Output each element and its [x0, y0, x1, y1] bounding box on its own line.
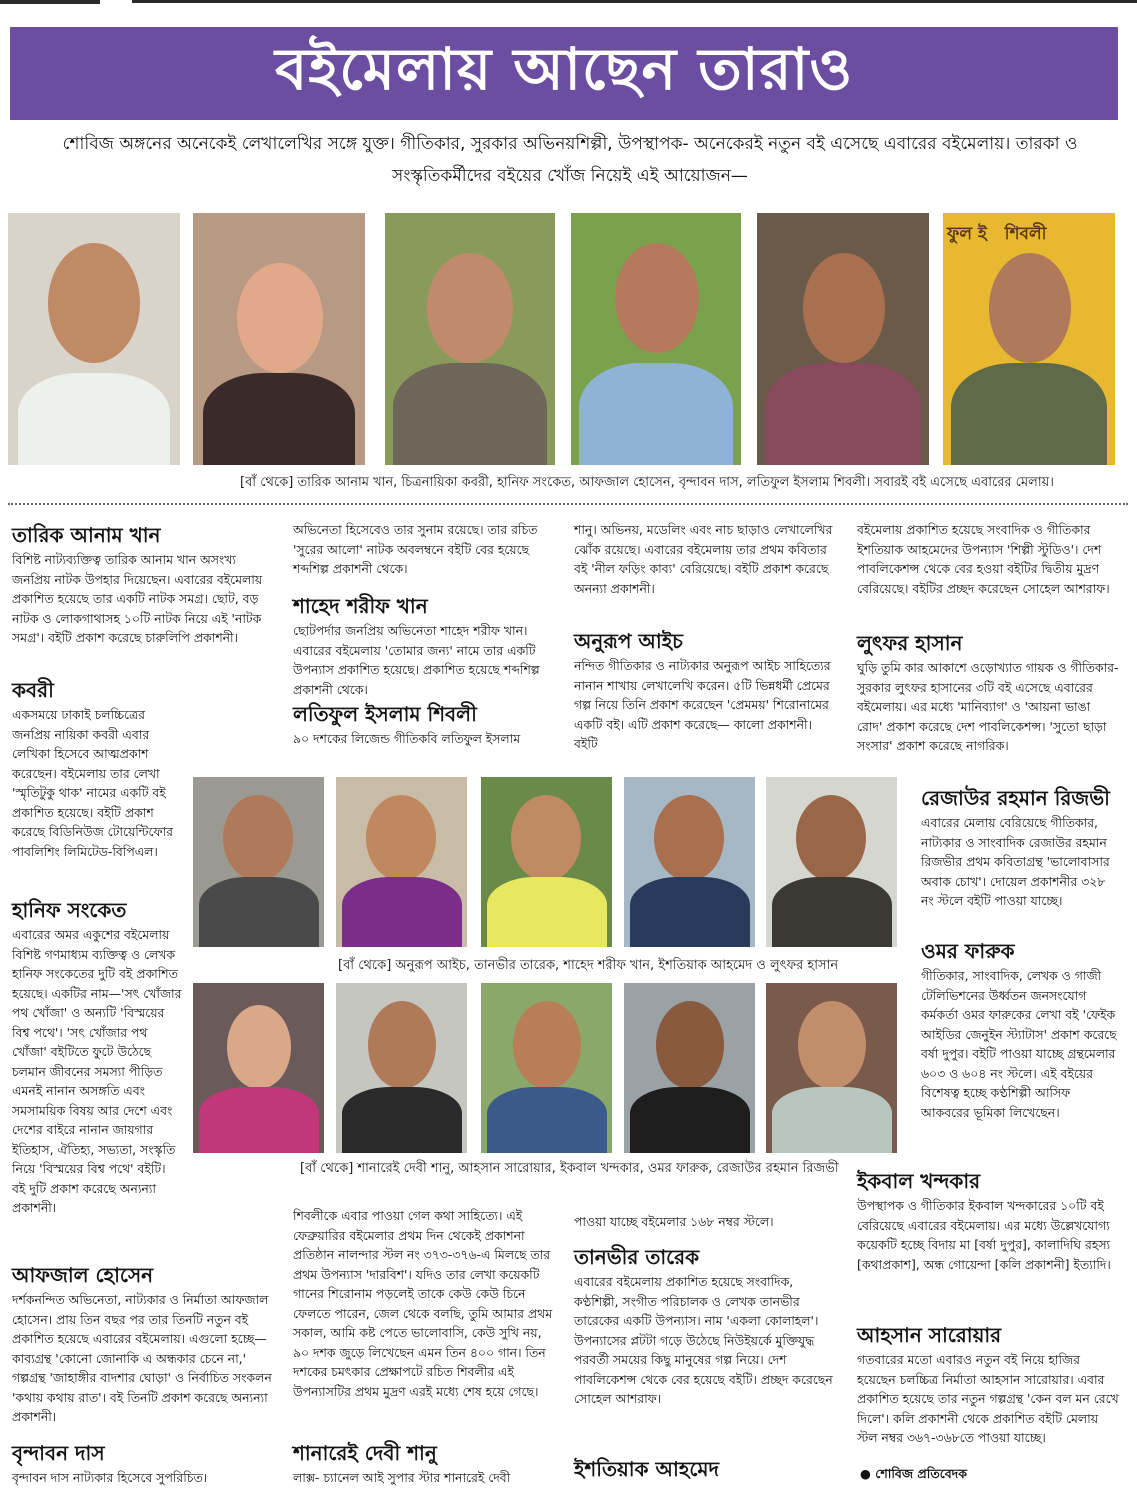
article-body: এবারের মেলায় বেরিয়েছে গীতিকার, নাট্যকার ও সাংবাদিক রেজাউর রহমান রিজভীর প্রথম কবিতাগ্রন্থ 'ভালোবাসার অবাক চোখ'। দোয়েল প্রকাশনীর ৩২৮ নং স্টলে বইটি পাওয়া যাচ্ছে। [921, 815, 1110, 908]
article-title: কবরী [12, 678, 54, 702]
article-body: বৃন্দাবন দাস নাট্যকার হিসেবে সুপরিচিত। [12, 1470, 208, 1485]
article-shanarei [293, 1440, 555, 1488]
article-title: লতিফুল ইসলাম শিবলী [293, 702, 477, 726]
article-continued [293, 520, 553, 579]
headline-text: বইমেলায় আছেন তারাও [274, 35, 854, 103]
article-omar [921, 938, 1121, 1122]
article-body: একসময়ে ঢাকাই চলচ্চিত্রের জনপ্রিয় নায়িকা কবরী এবার লেখিকা হিসেবে আত্মপ্রকাশ করেছেন। বইমেলায় তার লেখা 'স্মৃতিটুকু থাক' নামের একটি বই প্রকাশিত হয়েছে। বইটি প্রকাশ করেছে বিডিনিউজ টোয়েন্টিফোর পাবলিশিং লিমিটেড-বিপিএল। [12, 707, 173, 859]
top-rule [0, 0, 1137, 8]
photo-tanvir-tarek [336, 777, 467, 947]
article-body: ৯০ দশকের লিজেন্ড গীতিকবি লতিফুল ইসলাম [293, 731, 521, 746]
article-title: তানভীর তারেক [574, 1245, 700, 1269]
article-iqbal [857, 1168, 1119, 1274]
article-ahsan [857, 1322, 1119, 1448]
article-ishtiak [574, 1456, 838, 1484]
article-body: এবারের বইমেলায় প্রকাশিত হয়েছে সংবাদিক, কণ্ঠশিল্পী, সংগীত পরিচালক ও লেখক তানভীর তারেকের একটি উপন্যাস। নাম 'একলা কোলাহল'। উপন্যাসের প্লটটা গড়ে উঠেছে নিউইয়র্কে মুক্তিযুদ্ধ পরবর্তী সময়ের কিছু মানুষের গল্প নিয়ে। দেশ পাবলিকেশন্স থেকে বের হয়েছে বইটি। প্রচ্ছদ করেছেন সোহেল আশরাফ। [574, 1274, 833, 1406]
article-body: পাওয়া যাচ্ছে বইমেলার ১৬৮ নম্বর স্টলে। [574, 1214, 774, 1229]
article-title: আহসান সারোয়ার [857, 1323, 1002, 1347]
article-hanif [12, 897, 182, 1218]
article-title: হানিফ সংকেত [12, 898, 127, 922]
photo-omar-faruk [624, 983, 755, 1153]
photo-latiful-islam-shibli [943, 213, 1115, 465]
article-body: গীতিকার, সাংবাদিক, লেখক ও গাজী টেলিভিশনের উর্ধ্বতন জনসংযোগ কর্মকর্তা ওমর ফারুকের লেখা বই 'ফেইক আইডির জেনুইন স্ট্যাটাস' প্রকাশ করেছে বর্ষা দুপুর। বইটি পাওয়া যাচ্ছে গ্রন্থমেলার ৬০৩ ও ৬০৪ নং স্টলে। এই বইয়ের বিশেষত্ব হচ্ছে কণ্ঠশিল্পী আসিফ আকবরের ভূমিকা লিখেছেন। [921, 968, 1117, 1120]
article-title: তারিক আনাম খান [12, 523, 161, 547]
article-title: রেজাউর রহমান রিজভী [921, 786, 1110, 810]
article-lutfor [857, 630, 1119, 756]
article-body: উপস্থাপক ও গীতিকার ইকবাল খন্দকারের ১০টি বই বেরিয়েছে এবারের বইমেলায়। এর মধ্যে উল্লেখযোগ্য কয়েকটি হচ্ছে বিদায় মা [বর্ষা দুপুর], কালাদিঘি রহস্য [কথাপ্রকাশ], অন্ধ গোয়েন্দা [কলি প্রকাশনী] ইত্যাদি। [857, 1198, 1111, 1272]
article-title: অনুরূপ আইচ [574, 629, 683, 653]
caption-top: [বাঁ থেকে] তারিক আনাম খান, চিত্রনায়িকা কবরী, হানিফ সংকেত, আফজাল হোসেন, বৃন্দাবন দাস, লতিফুল ইসলাম শিবলী। সবারই বই এসেছে এবারের মেলায়। [240, 475, 1054, 490]
article-shanarei-continued [574, 520, 836, 598]
article-body: শানু। অভিনয়, মডেলিং এবং নাচ ছাড়াও লেখালেখির ঝোঁক রয়েছে। এবারের বইমেলায় তার প্রথম কবিতার বই 'নীল ফড়িং কাব্য' বেরিয়েছে। বইটি প্রকাশ করেছে অনন্যা প্রকাশনী। [574, 522, 833, 596]
photo-lutfor-hasan [766, 777, 897, 947]
photo-ahsan-sarowar [336, 983, 467, 1153]
photo-hanif-sanket [385, 213, 555, 465]
article-body: নন্দিত গীতিকার ও নাট্যকার অনুরূপ আইচ সাহিত্যের নানান শাখায় লেখালেখি করেন। ৫টি ভিন্নধর্মী প্রেমের গল্প নিয়ে তিনি প্রকাশ করেছেন 'প্রেমময়' শিরোনামের একটি বই। এটি প্রকাশ করেছে— কালো প্রকাশনী। বইটি [574, 658, 831, 751]
photo-afzal-hossain [571, 213, 741, 465]
photo-shanarei-devi-shanu [193, 983, 324, 1153]
photo-iqbal-khandakar [481, 983, 612, 1153]
article-brindabon [12, 1440, 272, 1488]
article-body: অভিনেতা হিসেবেও তার সুনাম রয়েছে। তার রচিত 'সুরের আলো' নাটক অবলম্বনে বইটি বের হয়েছে শব্দশিল্প প্রকাশনী থেকে। [293, 522, 538, 576]
article-body: ছোটপর্দার জনপ্রিয় অভিনেতা শাহেদ শরীফ খান। এবারের বইমেলায় 'তোমার জন্য' নামে তার একটি উপন্যাস প্রকাশিত হয়েছে। প্রকাশিত হয়েছে শব্দশিল্প প্রকাশনী থেকে। [293, 623, 540, 697]
article-title: ইকবাল খন্দকার [857, 1169, 981, 1193]
article-title: বৃন্দাবন দাস [12, 1441, 105, 1465]
article-title: ইশতিয়াক আহমেদ [574, 1457, 719, 1481]
article-ishtiak-continued [857, 520, 1119, 598]
article-body: এবারের অমর একুশের বইমেলায় বিশিষ্ট গণমাধ্যম ব্যক্তিত্ব ও লেখক হানিফ সংকেতের দুটি বই প্রকাশিত হয়েছে। একটির নাম—'সৎ খোঁজার পথ খোঁজা' ও অন্যটি 'বিস্ময়ের বিশ্ব পথে'। 'সৎ খোঁজার পথ খোঁজা' বইটিতে ফুটে উঠেছে চলমান জীবনের সমস্যা পীড়িত এমনই নানান অসঙ্গতি এবং সমসাময়িক বিষয় আর দেশে এবং দেশের বাইরে নানান জায়গার ইতিহাস, ঐতিহ্য, সভ্যতা, সংস্কৃতি নিয়ে 'বিস্ময়ের বিশ্ব পথে' বইটি। বই দুটি প্রকাশ করেছে অন্যন্যা প্রকাশনী। [12, 927, 182, 1215]
article-anurup [574, 628, 838, 754]
separator [8, 503, 1128, 505]
photo-tarik-anam-khan [8, 213, 180, 465]
byline: ● শোবিজ প্রতিবেদক [860, 1466, 967, 1481]
article-body: লাক্স- চ্যানেল আই সুপার স্টার শানারেই দেবী [293, 1470, 511, 1485]
photo-sign-text: ফুল ই শিবলী [947, 224, 1047, 244]
photo-anurup-aich [193, 777, 324, 947]
article-body: বইমেলায় প্রকাশিত হয়েছে সংবাদিক ও গীতিকার ইশতিয়াক আহমেদের উপন্যাস 'শিল্পী স্টুডিও'। দেশ পাবলিকেশন্স থেকে বের হওয়া বইটির দ্বিতীয় মুদ্রণ বেরিয়েছে। বইটির প্রচ্ছদ করেছেন সোহেল আশরাফ। [857, 522, 1110, 596]
article-title: শাহেদ শরীফ খান [293, 594, 428, 618]
article-rezaur [921, 785, 1121, 911]
article-body: দর্শকনন্দিত অভিনেতা, নাট্যকার ও নির্মাতা আফজাল হোসেন। প্রায় তিন বছর পর তার তিনটি নতুন বই প্রকাশিত হয়েছে এবারের বইমেলায়। এগুলো হচ্ছে— কাব্যগ্রন্থ 'কোনো জোনাকি এ অন্ধকার চেনে না,' গল্পগ্রন্থ 'জাহাঙ্গীর বাদশার ঘোড়া' ও নির্বাচিত সংকলন 'কথায় কথায় রাত'। বই তিনটি প্রকাশ করেছে অন্যন্যা প্রকাশনী। [12, 1292, 272, 1424]
article-title: লুৎফর হাসান [857, 631, 963, 655]
article-title: ওমর ফারুক [921, 939, 1015, 963]
article-title: শানারেই দেবী শানু [293, 1441, 437, 1465]
article-latiful-continued [293, 1206, 555, 1401]
caption-bottom: [বাঁ থেকে] শানারেই দেবী শানু, আহসান সারোয়ার, ইকবাল খন্দকার, ওমর ফারুক, রেজাউর রহমান রিজভী [300, 1161, 839, 1176]
article-tarik [12, 522, 267, 648]
photo-shahed-sharif-khan [481, 777, 612, 947]
article-afzal [12, 1262, 272, 1427]
article-kabori [12, 677, 182, 861]
article-body: গতবারের মতো এবারও নতুন বই নিয়ে হাজির হয়েছেন চলচ্চিত্র নির্মাতা আহসান সারোয়ার। এবার প্রকাশিত হয়েছে তার নতুন গল্পগ্রন্থ 'কেন বল মন রেখে দিলে'। কলি প্রকাশনী থেকে প্রকাশিত বইটি মেলায় স্টল নম্বর ৩৬৭-৩৬৮তে পাওয়া যাচ্ছে। [857, 1352, 1119, 1445]
photo-ishtiak-ahmed [624, 777, 755, 947]
article-latiful [293, 701, 555, 749]
photo-brindabon-das [757, 213, 929, 465]
headline-banner [10, 27, 1118, 120]
article-anurup-continued [574, 1212, 838, 1232]
article-title: আফজাল হোসেন [12, 1263, 154, 1287]
article-body: বিশিষ্ট নাট্যব্যক্তিত্ব তারিক আনাম খান অসংখ্য জনপ্রিয় নাটক উপহার দিয়েছেন। এবারের বইমেলায় প্রকাশিত হয়েছে তার একটি নাটক সমগ্র। ছোট, বড় নাটক ও লোকগাথাসহ ১০টি নাটক নিয়ে এই 'নাটক সমগ্র'। বইটি প্রকাশ করেছে চারুলিপি প্রকাশনী। [12, 552, 263, 645]
article-tanvir [574, 1244, 838, 1409]
photo-kabori [193, 213, 365, 465]
article-body: শিবলীকে এবার পাওয়া গেল কথা সাহিত্যে। এই ফেব্রুয়ারির বইমেলার প্রথম দিন থেকেই প্রকাশনা প্রতিষ্ঠান নালন্দার স্টল নং ৩৭৩-৩৭৬-এ মিলছে তার প্রথম উপন্যাস 'দারবিশ'। যদিও তার লেখা কয়েকটি গানের শিরোনাম পড়লেই তাকে কেউ কেউ চিনে ফেলতে পারেন, জেল থেকে বলছি, তুমি আমার প্রথম সকাল, আমি কষ্ট পেতে ভালোবাসি, কেউ সুখি নয়, ৯০ দশক জুড়ে লিখেছেন এমন তিন ৪০০ গান। তিন দশকের চমৎকার প্রেক্ষাপটে রচিত শিবলীর এই উপন্যাসটির প্রথম মুদ্রণ এরই মধ্যে শেষ হয়ে গেছে। [293, 1208, 553, 1399]
caption-middle: [বাঁ থেকে] অনুরূপ আইচ, তানভীর তারেক, শাহেদ শরীফ খান, ইশতিয়াক আহমেদ ও লুৎফর হাসান [338, 958, 839, 973]
article-shahed [293, 593, 553, 699]
photo-rezaur-rahman-rizvi [766, 983, 897, 1153]
intro-text: শোবিজ অঙ্গনের অনেকেই লেখালেখির সঙ্গে যুক্ত। গীতিকার, সুরকার অভিনয়শিল্পী, উপস্থাপক- অনেকেরই নতুন বই এসেছে এবারের বইমেলায়। তারকা ও সংস্কৃতিকর্মীদের বইয়ের খোঁজ নিয়েই এই আয়োজন— [62, 134, 1078, 186]
article-body: ঘুড়ি তুমি কার আকাশে ওড়োখ্যাত গায়ক ও গীতিকার-সুরকার লুৎফর হাসানের ৩টি বই এসেছে এবারের বইমেলায়। এর মধ্যে 'মানিব্যাগ' ও 'আয়না ভাঙা রোদ' প্রকাশ করেছে দেশ পাবলিকেশন্স। 'সুতো ছাড়া সংসার' প্রকাশ করেছে নাগরিক। [857, 660, 1119, 753]
